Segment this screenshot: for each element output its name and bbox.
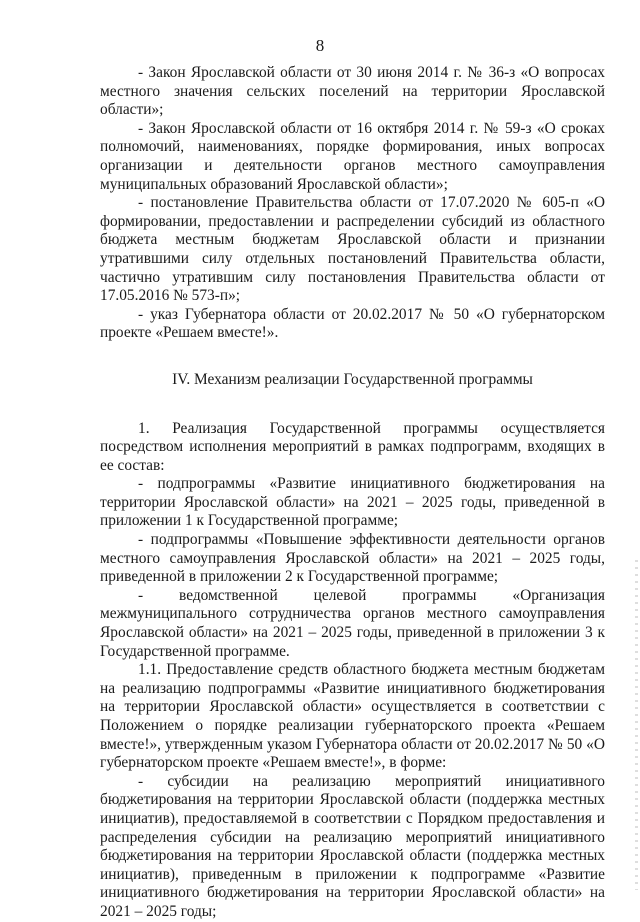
paragraph-law-59z: - Закон Ярославской области от 16 октября 2014 г. № 59-з «О сроках полномочий, наименованиях, порядке формирования, иных вопросах организации и деятельности органов местного самоуправления муниципальных образований Ярославской области»;: [100, 119, 605, 193]
paragraph-law-36z: - Закон Ярославской области от 30 июня 2014 г. № 36-з «О вопросах местного значения сельских поселений на территории Ярославской области»;: [100, 64, 605, 119]
section-heading: IV. Механизм реализации Государственной программы: [172, 370, 533, 388]
paragraph-decree-50: - указ Губернатора области от 20.02.2017 № 50 «О губернаторском проекте «Решаем вместе!».: [100, 305, 605, 342]
document-body: [100, 64, 605, 922]
paragraph-1-1-funding: 1.1. Предоставление средств областного бюджета местным бюджетам на реализацию подпрограммы «Развитие инициативного бюджетирования на территории Ярославской области» осуществляется в соответствии с Положением о порядке реализации губернаторского проекта «Решаем вместе!», утвержденным указом Губернатора области от 20.02.2017 № 50 «О губернаторском проекте «Решаем вместе!», в форме:: [100, 661, 605, 772]
paragraph-subprogram-2: - подпрограммы «Повышение эффективности деятельности органов местного самоуправления Ярославской области» на 2021 – 2025 годы, приведенной в приложении 2 к Государственной программе;: [100, 531, 605, 586]
paragraph-implementation: 1. Реализация Государственной программы осуществляется посредством исполнения мероприятий в рамках подпрограмм, входящих в ее состав:: [100, 419, 605, 474]
paragraph-resolution-605p: - постановление Правительства области от 17.07.2020 № 605-п «О формировании, предоставлении и распределении субсидий из областного бюджета местным бюджетам Ярославской области и признании утратившими силу отдельных постановлений Правительства области, частично утратившим силу постановления Правительства области от 17.05.2016 № 573-п»;: [100, 194, 605, 305]
paragraph-subsidy: - субсидии на реализацию мероприятий инициативного бюджетирования на территории Ярославской области (поддержка местных инициатив), предоставляемой в соответствии с Порядком предоставления и распределения субсидии на реализацию мероприятий инициативного бюджетирования на территории Ярославской области (поддержка местных инициатив), приведенным в приложении к подпрограмме «Развитие инициативного бюджетирования на территории Ярославской области» на 2021 – 2025 годы;: [100, 772, 605, 920]
scan-edge-mark: [635, 560, 638, 890]
paragraph-departmental-program: - ведомственной целевой программы «Организация межмуниципального сотрудничества органов местного самоуправления Ярославской области» на 2021 – 2025 годы, приведенной в приложении 3 к Государственной программе.: [100, 586, 605, 660]
page-number: 8: [315, 36, 325, 55]
paragraph-subprogram-1: - подпрограммы «Развитие инициативного бюджетирования на территории Ярославской области» на 2021 – 2025 годы, приведенной в приложении 1 к Государственной программе;: [100, 475, 605, 530]
